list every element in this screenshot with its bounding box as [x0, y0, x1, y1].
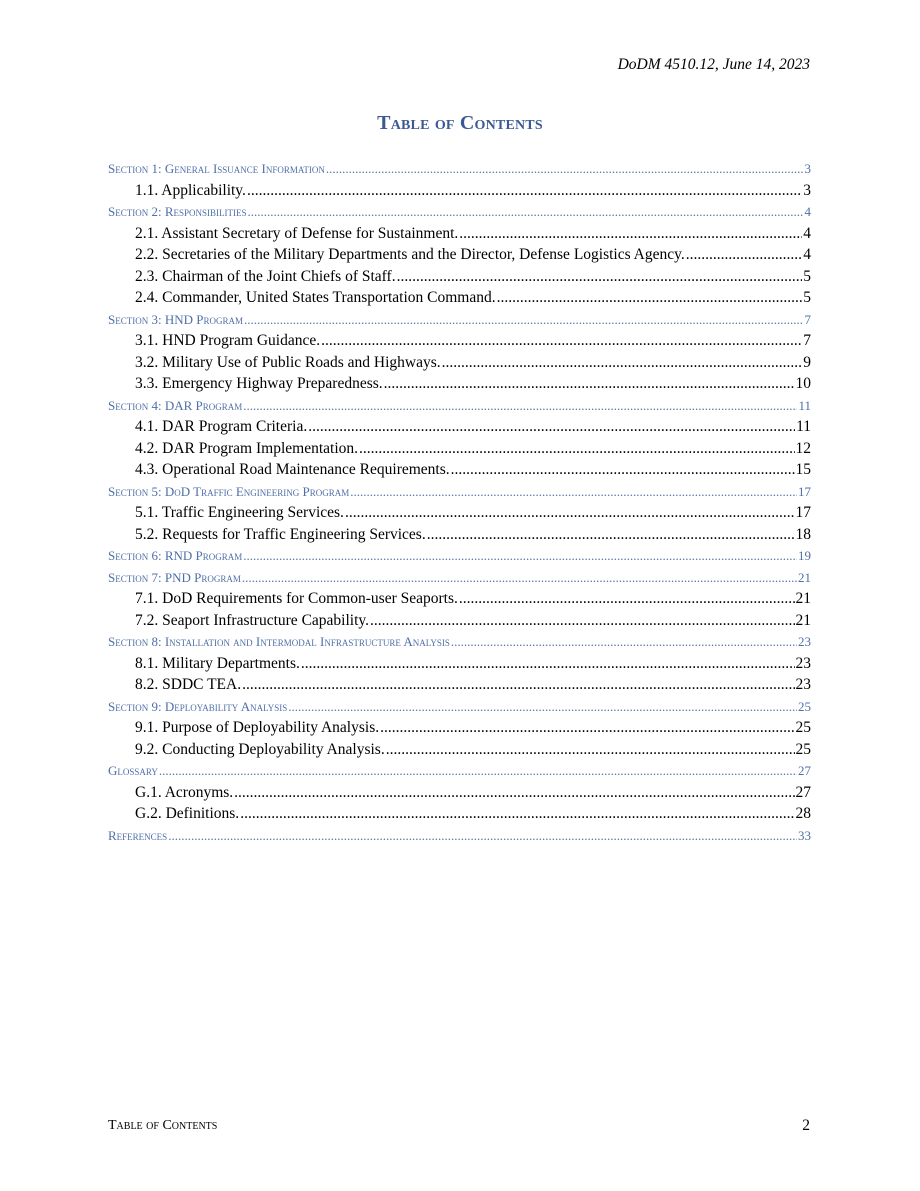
toc-entry-label: 5.2. Requests for Traffic Engineering Services.	[135, 525, 426, 543]
toc-entry-page: 4	[803, 246, 811, 263]
footer-label: Table of Contents	[108, 1118, 218, 1133]
toc-subsection-link[interactable]	[108, 287, 811, 309]
toc-entry-page: 17	[798, 483, 811, 499]
dot-leader	[242, 674, 794, 696]
toc-entry-page: 23	[795, 654, 811, 672]
toc-entry-label: 7.1. DoD Requirements for Common-user Seaports.	[135, 590, 458, 607]
toc-entry-page: 3	[804, 161, 811, 176]
toc-subsection-link[interactable]	[108, 373, 811, 395]
toc-entry-page: 7	[803, 332, 811, 349]
toc-entry-label: 3.1. HND Program Guidance.	[135, 332, 321, 349]
toc-entry-label: 4.1. DAR Program Criteria.	[135, 418, 308, 435]
toc-entry-page: 28	[795, 805, 811, 822]
dot-leader	[386, 739, 795, 761]
toc-subsection-link[interactable]	[108, 459, 811, 481]
toc-section-link[interactable]	[108, 158, 811, 180]
toc-entry-page: 21	[795, 611, 811, 629]
toc-entry-label: 9.2. Conducting Deployability Analysis.	[135, 740, 385, 758]
dot-leader	[326, 158, 804, 180]
toc-entry-label: Section 8: Installation and Intermodal Infrastructure Analysis	[108, 634, 450, 649]
dot-leader	[321, 330, 802, 352]
dot-leader	[384, 373, 795, 395]
dot-leader	[442, 352, 803, 374]
toc-subsection-link[interactable]	[108, 524, 811, 546]
toc-entry-label: 3.3. Emergency Highway Preparedness.	[135, 375, 383, 392]
dot-leader	[248, 201, 804, 223]
toc-subsection-link[interactable]	[108, 266, 811, 288]
toc-subsection-link[interactable]	[108, 653, 811, 675]
toc-entry-page: 27	[798, 763, 811, 778]
dot-leader	[168, 825, 797, 847]
toc-entry-page: 23	[795, 676, 811, 693]
dot-leader	[451, 631, 797, 653]
dot-leader	[459, 223, 802, 245]
toc-subsection-link[interactable]	[108, 610, 811, 632]
dot-leader	[459, 588, 795, 610]
toc-entry-label: Section 7: PND Program	[108, 569, 241, 585]
toc-subsection-link[interactable]	[108, 782, 811, 804]
toc-entry-page: 25	[798, 698, 811, 714]
toc-entry-label: 4.3. Operational Road Maintenance Requirements.	[135, 461, 450, 478]
dot-leader	[242, 567, 797, 589]
toc-entry-page: 11	[796, 418, 811, 435]
toc-entry-label: References	[108, 827, 168, 843]
dot-leader	[159, 760, 797, 782]
toc-entry-page: 9	[803, 353, 811, 371]
toc-subsection-link[interactable]	[108, 352, 811, 374]
dot-leader	[244, 309, 804, 331]
document-header: DoDM 4510.12, June 14, 2023	[617, 56, 810, 73]
dot-leader	[345, 502, 795, 524]
toc-section-link[interactable]	[108, 631, 811, 653]
toc-entry-label: Section 6: RND Program	[108, 548, 243, 563]
toc-entry-label: 5.1. Traffic Engineering Services.	[135, 504, 344, 521]
toc-subsection-link[interactable]	[108, 588, 811, 610]
toc-entry-label: 2.1. Assistant Secretary of Defense for Sustainment.	[135, 224, 459, 242]
toc-entry-page: 25	[795, 740, 811, 758]
toc-entry-page: 12	[795, 439, 811, 457]
footer-page-number: 2	[802, 1117, 810, 1134]
toc-entry-label: 1.1. Applicability.	[135, 181, 246, 199]
toc-section-link[interactable]	[108, 309, 811, 331]
dot-leader	[243, 545, 797, 567]
toc-entry-label: Section 4: DAR Program	[108, 397, 243, 413]
toc-entry-page: 27	[795, 783, 811, 801]
toc-entry-label: 3.2. Military Use of Public Roads and Highways.	[135, 353, 441, 371]
toc-entry-label: Glossary	[108, 763, 158, 778]
toc-subsection-link[interactable]	[108, 330, 811, 352]
toc-subsection-link[interactable]	[108, 502, 811, 524]
dot-leader	[370, 610, 794, 632]
dot-leader	[350, 481, 797, 503]
dot-leader	[380, 717, 794, 739]
toc-section-link[interactable]	[108, 395, 811, 417]
toc-entry-label: Section 3: HND Program	[108, 311, 243, 327]
toc-entry-label: 4.2. DAR Program Implementation.	[135, 439, 358, 457]
toc-section-link[interactable]	[108, 760, 811, 782]
toc-entry-page: 21	[795, 590, 811, 607]
toc-section-link[interactable]	[108, 825, 811, 847]
toc-subsection-link[interactable]	[108, 803, 811, 825]
toc-entry-label: G.1. Acronyms.	[135, 783, 234, 801]
toc-entry-page: 11	[798, 397, 811, 413]
toc-entry-page: 19	[798, 548, 811, 563]
toc-entry-label: 2.3. Chairman of the Joint Chiefs of Staff.	[135, 267, 396, 285]
toc-entry-page: 5	[803, 267, 811, 285]
toc-entry-page: 10	[795, 375, 811, 392]
toc-entry-page: 3	[803, 181, 811, 199]
toc-entry-label: 2.2. Secretaries of the Military Departments and the Director, Defense Logistics Agency.	[135, 246, 685, 263]
table-of-contents	[108, 158, 811, 846]
toc-subsection-link[interactable]	[108, 223, 811, 245]
toc-entry-label: Section 1: General Issuance Information	[108, 161, 325, 176]
toc-entry-page: 4	[804, 204, 811, 219]
toc-entry-page: 18	[795, 525, 811, 543]
toc-subsection-link[interactable]	[108, 674, 811, 696]
toc-entry-label: 7.2. Seaport Infrastructure Capability.	[135, 611, 370, 629]
toc-entry-label: Section 2: Responsibilities	[108, 204, 247, 219]
toc-entry-page: 4	[803, 224, 811, 242]
dot-leader	[427, 524, 795, 546]
dot-leader	[397, 266, 803, 288]
page-title: Table of Contents	[377, 112, 543, 134]
toc-subsection-link[interactable]	[108, 244, 811, 266]
toc-entry-label: 2.4. Commander, United States Transportation Command.	[135, 289, 496, 306]
dot-leader	[451, 459, 795, 481]
toc-section-link[interactable]	[108, 201, 811, 223]
dot-leader	[240, 803, 794, 825]
toc-entry-label: Section 9: Deployability Analysis	[108, 698, 288, 714]
toc-subsection-link[interactable]	[108, 717, 811, 739]
toc-entry-label: 8.2. SDDC TEA.	[135, 676, 242, 693]
toc-section-link[interactable]	[108, 481, 811, 503]
dot-leader	[301, 653, 795, 675]
toc-entry-label: Section 5: DoD Traffic Engineering Program	[108, 483, 350, 499]
toc-entry-page: 7	[804, 311, 811, 327]
dot-leader	[288, 696, 797, 718]
toc-subsection-link[interactable]	[108, 739, 811, 761]
dot-leader	[359, 438, 795, 460]
toc-entry-page: 5	[803, 289, 811, 306]
dot-leader	[686, 244, 803, 266]
toc-entry-page: 23	[798, 634, 811, 649]
toc-entry-label: 8.1. Military Departments.	[135, 654, 300, 672]
toc-subsection-link[interactable]	[108, 438, 811, 460]
toc-section-link[interactable]	[108, 545, 811, 567]
toc-entry-page: 17	[795, 504, 811, 521]
toc-entry-label: G.2. Definitions.	[135, 805, 240, 822]
dot-leader	[234, 782, 794, 804]
dot-leader	[308, 416, 795, 438]
dot-leader	[497, 287, 803, 309]
toc-entry-page: 21	[798, 569, 811, 585]
toc-entry-label: 9.1. Purpose of Deployability Analysis.	[135, 719, 380, 736]
toc-entry-page: 25	[795, 719, 811, 736]
toc-section-link[interactable]	[108, 696, 811, 718]
toc-entry-page: 15	[795, 461, 811, 478]
dot-leader	[243, 395, 797, 417]
toc-entry-page: 33	[798, 827, 811, 843]
toc-section-link[interactable]	[108, 567, 811, 589]
dot-leader	[247, 180, 802, 202]
toc-subsection-link[interactable]	[108, 180, 811, 202]
toc-subsection-link[interactable]	[108, 416, 811, 438]
